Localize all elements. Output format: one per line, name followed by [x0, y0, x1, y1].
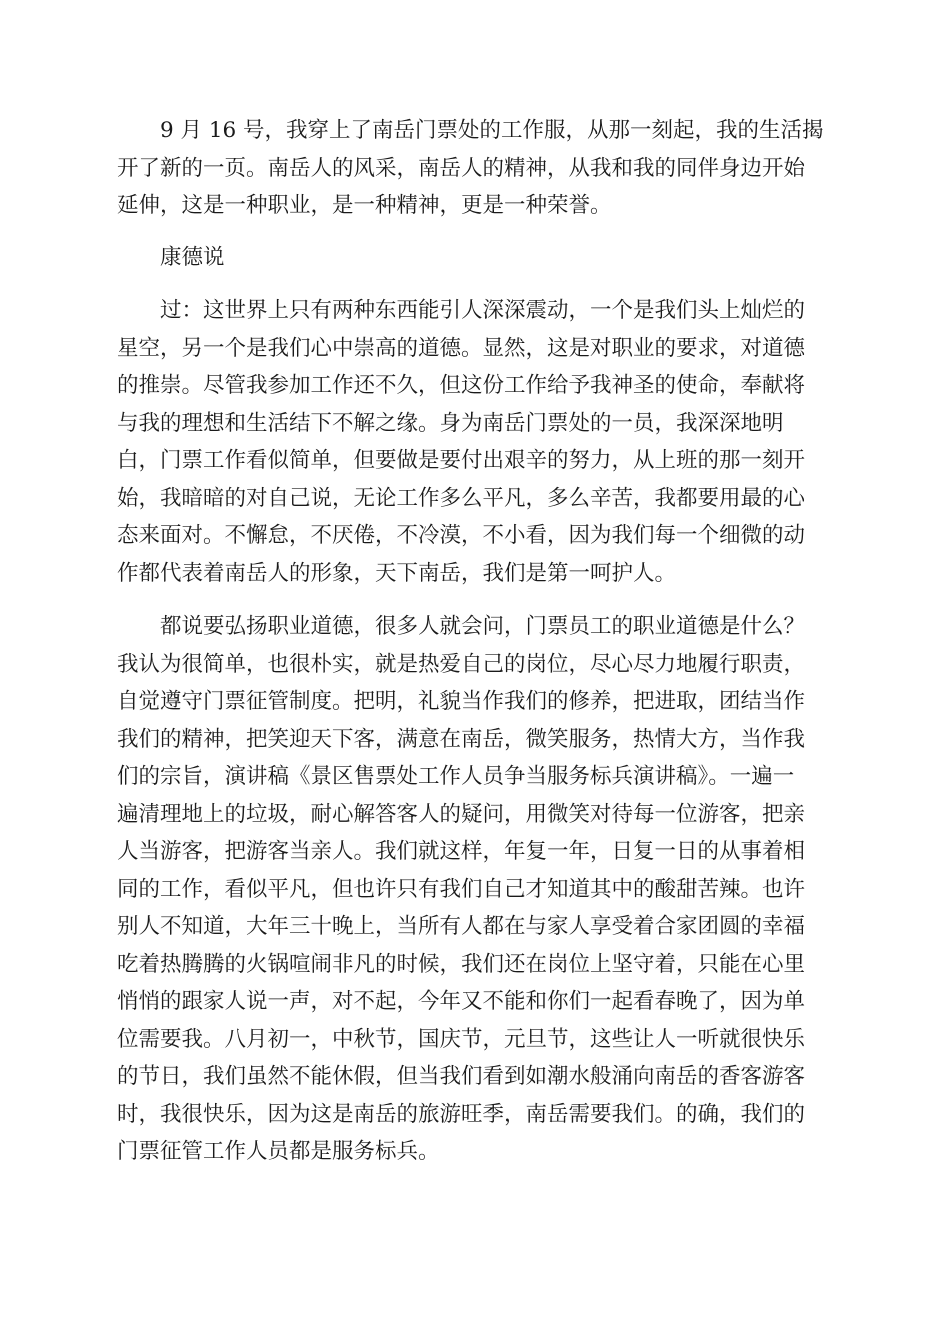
- text-line: 态来面对。不懈怠，不厌倦，不冷漠，不小看，因为我们每一个细微的动: [117, 523, 806, 548]
- text-line: 时，我很快乐，因为这是南岳的旅游旺季，南岳需要我们。的确，我们的: [117, 1101, 806, 1127]
- paragraph-kant-intro: [117, 239, 833, 277]
- text-line: 自觉遵守门票征管制度。把明，礼貌当作我们的修养，把进取，团结当作: [117, 689, 806, 714]
- text-line: 星空，另一个是我们心中崇高的道德。显然，这是对职业的要求，对道德: [117, 335, 806, 361]
- text-line: 悄悄的跟家人说一声，对不起，今年又不能和你们一起看春晚了，因为单: [117, 989, 806, 1014]
- text-line: 始，我暗暗的对自己说，无论工作多么平凡，多么辛苦，我都要用最的心: [117, 485, 806, 511]
- text-line: 门票征管工作人员都是服务标兵。: [117, 1139, 440, 1164]
- text-line: 位需要我。八月初一，中秋节，国庆节，元旦节，这些让人一听就很快乐: [117, 1026, 806, 1052]
- text-line: 的节日，我们虽然不能休假，但当我们看到如潮水般涌向南岳的香客游客: [117, 1064, 806, 1089]
- text-line: 我认为很简单，也很朴实，就是热爱自己的岗位，尽心尽力地履行职责，: [117, 651, 806, 677]
- paragraph-professional-ethics: [117, 608, 833, 1171]
- text-line: 我们的精神，把笑迎天下客，满意在南岳，微笑服务，热情大方，当作我: [117, 726, 806, 752]
- document-body: [117, 112, 833, 1171]
- text-line: 过：这世界上只有两种东西能引人深深震动，一个是我们头上灿烂的: [160, 298, 806, 323]
- text-line: 开了新的一页。南岳人的风采，南岳人的精神，从我和我的同伴身边开始: [117, 155, 806, 181]
- text-line: 康德说: [160, 244, 225, 270]
- text-line: 9 月 16 号，我穿上了南岳门票处的工作服，从那一刻起，我的生活揭: [160, 118, 824, 143]
- text-line: 别人不知道，大年三十晚上，当所有人都在与家人享受着合家团圆的幸福: [117, 914, 806, 939]
- text-line: 的推崇。尽管我参加工作还不久，但这份工作给予我神圣的使命，奉献将: [117, 373, 806, 398]
- text-line: 延伸，这是一种职业，是一种精神，更是一种荣誉。: [117, 193, 612, 218]
- text-line: 吃着热腾腾的火锅喧闹非凡的时候，我们还在岗位上坚守着，只能在心里: [117, 951, 806, 977]
- paragraph-kant-quote: [117, 292, 833, 592]
- text-line: 白，门票工作看似简单，但要做是要付出艰辛的努力，从上班的那一刻开: [117, 448, 806, 473]
- text-line: 与我的理想和生活结下不解之缘。身为南岳门票处的一员，我深深地明: [117, 410, 784, 436]
- text-line: 同的工作，看似平凡，但也许只有我们自己才知道其中的酸甜苦辣。也许: [117, 876, 806, 902]
- text-line: 们的宗旨，演讲稿《景区售票处工作人员争当服务标兵演讲稿》。一遍一: [117, 764, 795, 789]
- paragraph-intro: [117, 112, 833, 225]
- text-line: 遍清理地上的垃圾，耐心解答客人的疑问，用微笑对待每一位游客，把亲: [117, 801, 806, 827]
- text-line: 人当游客，把游客当亲人。我们就这样，年复一年，日复一日的从事着相: [117, 839, 806, 864]
- text-line: 都说要弘扬职业道德，很多人就会问，门票员工的职业道德是什么？: [160, 614, 806, 639]
- text-line: 作都代表着南岳人的形象，天下南岳，我们是第一呵护人。: [117, 560, 677, 586]
